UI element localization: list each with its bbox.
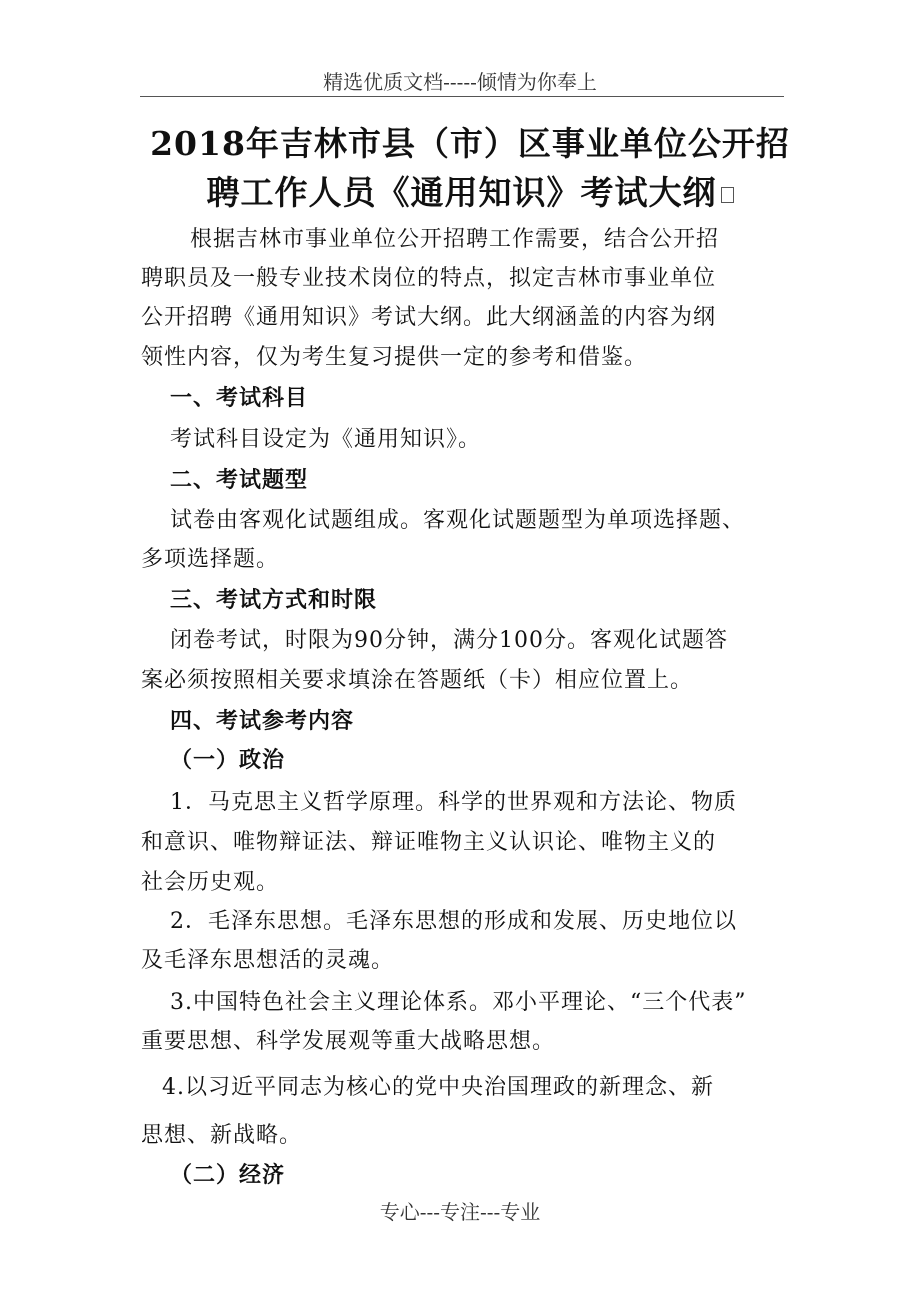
section-line: 案必须按照相关要求填涂在答题纸（卡）相应位置上。: [141, 668, 694, 693]
item-line: 1．马克思主义哲学原理。科学的世界观和方法论、物质: [170, 790, 737, 815]
section-line: 多项选择题。: [141, 547, 280, 572]
intro-line: 根据吉林市事业单位公开招聘工作需要，结合公开招: [190, 227, 720, 252]
item-line: 2．毛泽东思想。毛泽东思想的形成和发展、历史地位以: [170, 909, 737, 934]
header-rule: [140, 96, 784, 97]
item-line: 社会历史观。: [141, 870, 280, 895]
item-line: 思想、新战略。: [141, 1123, 303, 1148]
section-line: 闭卷考试，时限为90分钟，满分100分。客观化试题答: [170, 628, 728, 653]
section-heading: 四、考试参考内容: [170, 708, 355, 734]
intro-line: 公开招聘《通用知识》考试大纲。此大纲涵盖的内容为纲: [141, 305, 717, 330]
document-title-line-1: 2018年吉林市县（市）区事业单位公开招: [150, 124, 790, 163]
subsection-heading: （二）经济: [170, 1162, 286, 1188]
item-line: 和意识、唯物辩证法、辩证唯物主义认识论、唯物主义的: [141, 830, 717, 855]
section-line: 考试科目设定为《通用知识》。: [170, 427, 482, 452]
subsection-heading: （一）政治: [170, 747, 286, 773]
item-line: 4.以习近平同志为核心的党中央治国理政的新理念、新: [162, 1075, 714, 1100]
item-line: 重要思想、科学发展观等重大战略思想。: [141, 1029, 556, 1054]
section-heading: 一、考试科目: [170, 385, 309, 411]
section-heading: 三、考试方式和时限: [170, 587, 378, 613]
missing-glyph-box: [721, 187, 734, 203]
intro-line: 聘职员及一般专业技术岗位的特点，拟定吉林市事业单位: [141, 266, 717, 291]
page-footer: 专心---专注---专业: [379, 1200, 541, 1224]
item-line: 3.中国特色社会主义理论体系。邓小平理论、“三个代表”: [170, 990, 747, 1015]
section-heading: 二、考试题型: [170, 467, 309, 493]
page-header: 精选优质文档-----倾情为你奉上: [323, 70, 597, 94]
section-line: 试卷由客观化试题组成。客观化试题题型为单项选择题、: [170, 508, 746, 533]
document-title-line-2: 聘工作人员《通用知识》考试大纲: [120, 167, 820, 214]
intro-line: 领性内容，仅为考生复习提供一定的参考和借鉴。: [141, 345, 648, 370]
item-line: 及毛泽东思想活的灵魂。: [141, 948, 395, 973]
